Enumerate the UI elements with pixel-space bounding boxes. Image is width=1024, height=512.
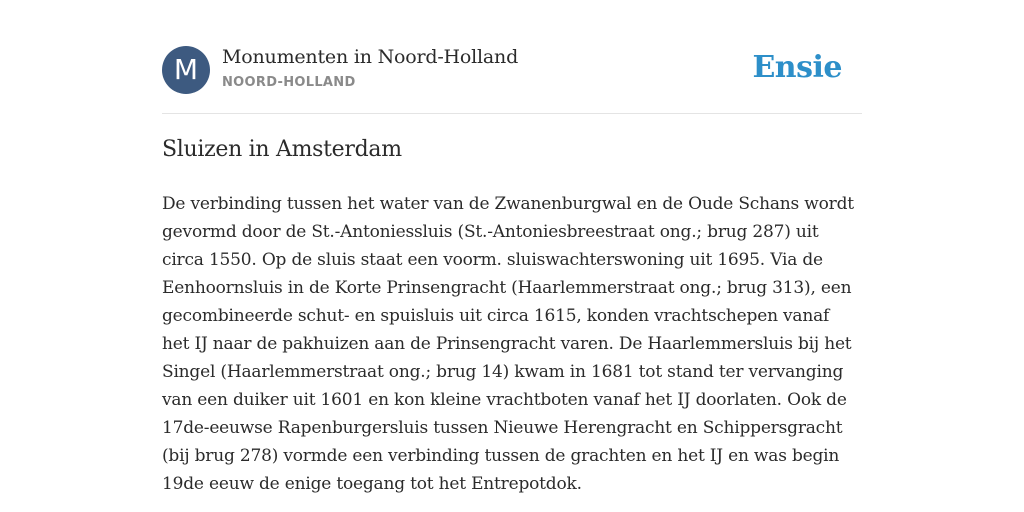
source-subtitle-link[interactable]: NOORD-HOLLAND	[222, 75, 356, 90]
article-line: gecombineerde schut- en spuisluis uit circa 1615, konden vrachtschepen vanaf	[162, 306, 830, 326]
avatar[interactable]: M	[162, 46, 210, 94]
article-title: Sluizen in Amsterdam	[162, 137, 402, 162]
article-line: gevormd door de St.-Antoniessluis (St.-Antoniesbreestraat ong.; brug 287) uit	[162, 222, 819, 242]
article-line: (bij brug 278) vormde een verbinding tussen de grachten en het IJ en was begin	[162, 446, 840, 466]
header-divider	[162, 113, 862, 114]
article-line: 19de eeuw de enige toegang tot het Entrepotdok.	[162, 474, 582, 494]
article-line: De verbinding tussen het water van de Zwanenburgwal en de Oude Schans wordt	[162, 194, 854, 214]
source-title-link[interactable]: Monumenten in Noord-Holland	[222, 46, 519, 68]
article-line: 17de-eeuwse Rapenburgersluis tussen Nieuwe Herengracht en Schippersgracht	[162, 418, 843, 438]
article-line: Singel (Haarlemmerstraat ong.; brug 14) kwam in 1681 tot stand ter vervanging	[162, 362, 844, 382]
brand-logo[interactable]: Ensie	[752, 50, 842, 85]
header	[162, 46, 862, 96]
article-body	[162, 190, 862, 498]
article-line: het IJ naar de pakhuizen aan de Prinsengracht varen. De Haarlemmersluis bij het	[162, 334, 852, 354]
article-line: van een duiker uit 1601 en kon kleine vrachtboten vanaf het IJ doorlaten. Ook de	[162, 390, 847, 410]
article-line: circa 1550. Op de sluis staat een voorm. sluiswachterswoning uit 1695. Via de	[162, 250, 823, 270]
article-line: Eenhoornsluis in de Korte Prinsengracht (Haarlemmerstraat ong.; brug 313), een	[162, 278, 852, 298]
